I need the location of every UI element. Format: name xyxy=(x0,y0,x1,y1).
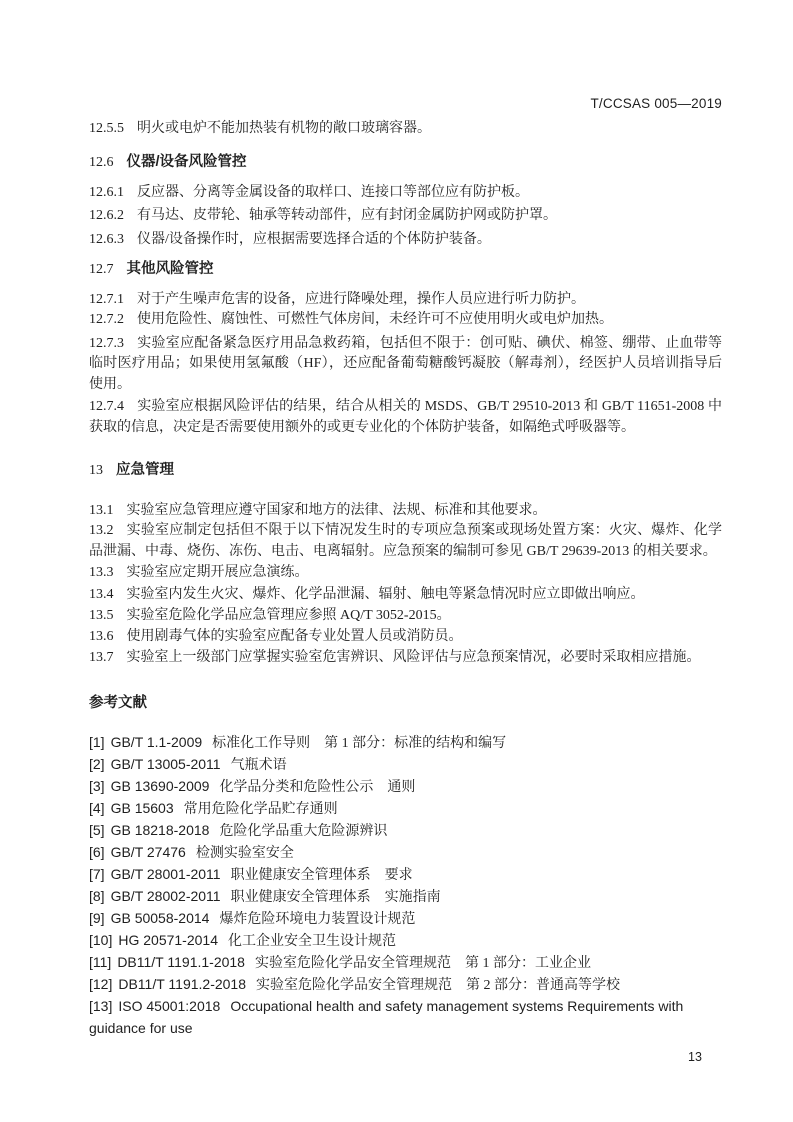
clause-text: 实验室应制定包括但不限于以下情况发生时的专项应急预案或现场处置方案：火灾、爆炸、化学品泄漏、中毒、烧伤、冻伤、电击、电离辐射。应急预案的编制可参见 GB/T 29639-2013 的相关要求。 xyxy=(89,523,722,559)
reference-number: [12] xyxy=(89,976,113,992)
clause-number: 12.7.4 xyxy=(89,399,124,414)
reference-title: 危险化学品重大危险源辨识 xyxy=(219,824,388,839)
reference-title: 实验室危险化学品安全管理规范 第 2 部分：普通高等学校 xyxy=(256,978,621,993)
reference-number: [11] xyxy=(89,954,112,970)
clause-13-4 xyxy=(89,585,722,606)
clause-13-2 xyxy=(89,521,722,562)
clause-12-7-4 xyxy=(89,397,722,438)
clause-text: 有马达、皮带轮、轴承等转动部件，应有封闭金属防护网或防护罩。 xyxy=(137,208,557,223)
reference-number: [3] xyxy=(89,778,105,794)
clause-12-7-1 xyxy=(89,290,722,311)
reference-title: 常用危险化学品贮存通则 xyxy=(183,802,338,817)
references-heading: 参考文献 xyxy=(89,694,147,711)
reference-title: Occupational health and safety management systems Requirements with guidance for use xyxy=(89,998,684,1036)
clause-text: 实验室应定期开展应急演练。 xyxy=(126,565,309,580)
reference-code: GB/T 28002-2011 xyxy=(110,888,221,904)
reference-title: 化学品分类和危险性公示 通则 xyxy=(219,780,416,795)
reference-number: [2] xyxy=(89,756,105,772)
reference-title: 标准化工作导则 第 1 部分：标准的结构和编写 xyxy=(212,736,507,751)
reference-code: GB/T 28001-2011 xyxy=(110,866,221,882)
reference-code: DB11/T 1191.1-2018 xyxy=(117,954,245,970)
reference-item-3 xyxy=(89,776,722,798)
clause-number: 12.5.5 xyxy=(89,120,124,136)
clause-number: 13.6 xyxy=(89,628,114,644)
reference-code: GB 50058-2014 xyxy=(110,910,210,926)
clause-13-6 xyxy=(89,627,722,648)
clause-text: 反应器、分离等金属设备的取样口、连接口等部位应有防护板。 xyxy=(137,184,529,200)
clause-number: 13.1 xyxy=(89,502,114,518)
reference-number: [13] xyxy=(89,998,113,1014)
reference-code: DB11/T 1191.2-2018 xyxy=(118,976,247,992)
reference-title: 气瓶术语 xyxy=(230,758,287,773)
reference-item-1 xyxy=(89,732,722,754)
reference-item-8 xyxy=(89,886,722,908)
clause-number: 12.7.1 xyxy=(89,291,124,307)
reference-item-11 xyxy=(89,952,722,974)
section-number: 12.7 xyxy=(89,262,114,277)
clause-text: 对于产生噪声危害的设备，应进行降噪处理，操作人员应进行听力防护。 xyxy=(137,291,585,307)
clause-number: 13.4 xyxy=(89,586,114,602)
clause-number: 13.2 xyxy=(89,523,114,538)
clause-text: 使用危险性、腐蚀性、可燃性气体房间，未经许可不应使用明火或电炉加热。 xyxy=(137,312,613,327)
section-title: 仪器/设备风险管控 xyxy=(126,154,247,170)
section-heading-12-7 xyxy=(89,259,722,281)
clause-number: 12.6.3 xyxy=(89,231,124,247)
reference-title: 职业健康安全管理体系 要求 xyxy=(230,868,413,883)
reference-number: [6] xyxy=(89,844,105,860)
clause-text: 使用剧毒气体的实验室应配备专业处置人员或消防员。 xyxy=(126,628,463,644)
clause-text: 实验室应根据风险评估的结果，结合从相关的 MSDS、GB/T 29510-2013 和 GB/T 11651-2008 中获取的信息，决定是否需要使用额外的或更专业化的个体防护装备，如隔绝式呼吸器等。 xyxy=(89,399,722,435)
clause-13-5 xyxy=(89,606,722,627)
reference-number: [1] xyxy=(89,734,105,750)
clause-text: 仪器/设备操作时，应根据需要选择合适的个体防护装备。 xyxy=(137,231,491,247)
reference-title: 职业健康安全管理体系 实施指南 xyxy=(230,890,441,905)
reference-number: [9] xyxy=(89,910,105,926)
clause-12-7-3 xyxy=(89,334,722,396)
page-number: 13 xyxy=(688,1050,702,1064)
reference-title: 实验室危险化学品安全管理规范 第 1 部分：工业企业 xyxy=(254,956,591,971)
section-title: 应急管理 xyxy=(116,462,174,478)
reference-code: ISO 45001:2018 xyxy=(118,998,221,1014)
reference-number: [4] xyxy=(89,800,105,816)
clause-13-1 xyxy=(89,501,722,522)
section-number: 12.6 xyxy=(89,155,114,170)
clause-text: 实验室应配备紧急医疗用品急救药箱，包括但不限于：创可贴、碘伏、棉签、绷带、止血带等临时医疗用品；如果使用氢氟酸（HF），还应配备葡萄糖酸钙凝胶（解毒剂），经医护人员培训指导后使用。 xyxy=(89,335,722,392)
reference-item-5 xyxy=(89,820,722,842)
reference-title: 爆炸危险环境电力装置设计规范 xyxy=(219,912,416,927)
page-content xyxy=(89,94,722,1040)
clause-12-6-3 xyxy=(89,230,722,251)
clause-12-5-5 xyxy=(89,119,722,140)
clause-number: 13.5 xyxy=(89,608,114,623)
clause-number: 12.6.2 xyxy=(89,208,124,223)
reference-code: HG 20571-2014 xyxy=(118,932,218,948)
clause-13-3 xyxy=(89,563,722,584)
reference-item-13 xyxy=(89,996,722,1040)
section-number: 13 xyxy=(89,463,103,478)
clause-number: 12.7.2 xyxy=(89,312,124,327)
reference-item-4 xyxy=(89,798,722,820)
clause-text: 实验室应急管理应遵守国家和地方的法律、法规、标准和其他要求。 xyxy=(126,502,547,518)
reference-item-7 xyxy=(89,864,722,886)
reference-item-2 xyxy=(89,754,722,776)
clause-13-7 xyxy=(89,648,722,669)
reference-number: [10] xyxy=(89,932,113,948)
clause-12-7-2 xyxy=(89,310,722,331)
reference-number: [7] xyxy=(89,866,105,882)
reference-code: GB/T 13005-2011 xyxy=(110,756,221,772)
reference-item-12 xyxy=(89,974,722,996)
standard-code-header: T/CCSAS 005—2019 xyxy=(590,96,722,111)
reference-number: [8] xyxy=(89,888,105,904)
section-heading-13 xyxy=(89,460,722,482)
clause-text: 实验室危险化学品应急管理应参照 AQ/T 3052-2015。 xyxy=(126,608,451,623)
clause-number: 13.3 xyxy=(89,565,114,580)
reference-item-6 xyxy=(89,842,722,864)
reference-code: GB 13690-2009 xyxy=(110,778,210,794)
clause-12-6-2 xyxy=(89,206,722,227)
clause-text: 实验室上一级部门应掌握实验室危害辨识、风险评估与应急预案情况，必要时采取相应措施。 xyxy=(126,650,701,665)
reference-title: 检测实验室安全 xyxy=(195,846,294,861)
clause-number: 12.7.3 xyxy=(89,335,124,351)
reference-code: GB/T 27476 xyxy=(110,844,186,860)
section-heading-12-6 xyxy=(89,152,722,174)
reference-title: 化工企业安全卫生设计规范 xyxy=(228,934,396,949)
clause-text: 明火或电炉不能加热装有机物的敞口玻璃容器。 xyxy=(137,120,431,136)
section-title: 其他风险管控 xyxy=(126,261,214,277)
clause-number: 13.7 xyxy=(89,650,114,665)
reference-number: [5] xyxy=(89,822,105,838)
reference-code: GB 18218-2018 xyxy=(110,822,210,838)
clause-12-6-1 xyxy=(89,183,722,204)
reference-code: GB/T 1.1-2009 xyxy=(110,734,203,750)
clause-text: 实验室内发生火灾、爆炸、化学品泄漏、辐射、触电等紧急情况时应立即做出响应。 xyxy=(126,586,645,602)
clause-number: 12.6.1 xyxy=(89,184,124,200)
reference-code: GB 15603 xyxy=(110,800,174,816)
reference-item-9 xyxy=(89,908,722,930)
reference-item-10 xyxy=(89,930,722,952)
